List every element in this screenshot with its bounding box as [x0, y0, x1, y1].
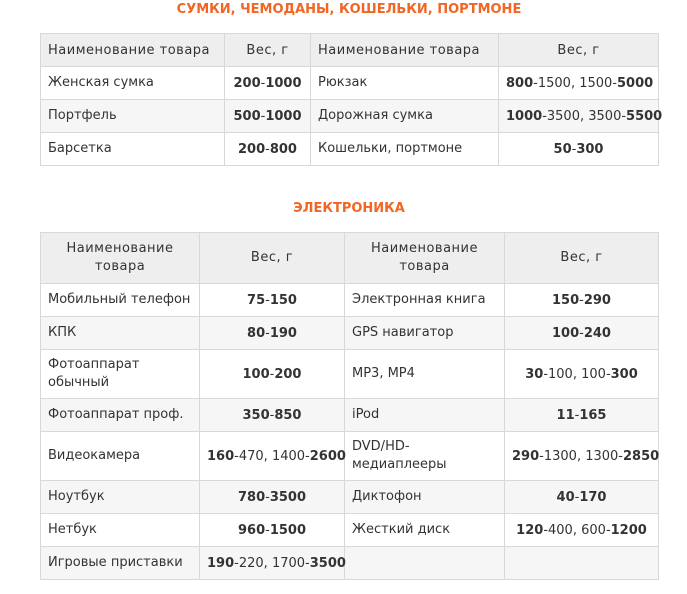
- product-name-cell: Фотоаппарат обычный: [41, 350, 200, 399]
- weight-cell: 960-1500: [200, 514, 345, 547]
- weight-cell: 780-3500: [200, 481, 345, 514]
- weight-cell: 100-240: [505, 317, 659, 350]
- product-name-cell: Жесткий диск: [345, 514, 505, 547]
- product-name-cell: Диктофон: [345, 481, 505, 514]
- product-name-cell: Дорожная сумка: [311, 100, 499, 133]
- product-name-cell: Барсетка: [41, 133, 225, 166]
- column-header-weight: Вес, г: [200, 233, 345, 284]
- weight-cell: 160-470, 1400-2600: [200, 432, 345, 481]
- table-row: [41, 100, 659, 133]
- weight-cell: 800-1500, 1500-5000: [499, 67, 659, 100]
- product-name-cell: КПК: [41, 317, 200, 350]
- product-name-cell: iPod: [345, 399, 505, 432]
- weight-cell: 200-1000: [225, 67, 311, 100]
- table-row: [41, 547, 659, 580]
- weight-cell: [505, 547, 659, 580]
- weight-cell: 1000-3500, 3500-5500: [499, 100, 659, 133]
- bags-weight-table: [40, 33, 663, 166]
- column-header-weight: Вес, г: [225, 34, 311, 67]
- product-name-cell: [345, 547, 505, 580]
- product-name-cell: Кошельки, портмоне: [311, 133, 499, 166]
- table-row: [41, 317, 659, 350]
- column-header-weight: Вес, г: [499, 34, 659, 67]
- weight-cell: 290-1300, 1300-2850: [505, 432, 659, 481]
- weight-cell: 100-200: [200, 350, 345, 399]
- product-name-cell: GPS навигатор: [345, 317, 505, 350]
- weight-cell: 50-300: [499, 133, 659, 166]
- table-row: [41, 399, 659, 432]
- product-name-cell: Мобильный телефон: [41, 284, 200, 317]
- section-title-electronics: ЭЛЕКТРОНИКА: [293, 201, 405, 216]
- product-name-cell: MP3, MP4: [345, 350, 505, 399]
- table-row: [41, 514, 659, 547]
- weight-cell: 11-165: [505, 399, 659, 432]
- table-row: [41, 133, 659, 166]
- weight-cell: 30-100, 100-300: [505, 350, 659, 399]
- product-name-cell: Электронная книга: [345, 284, 505, 317]
- weight-cell: 75-150: [200, 284, 345, 317]
- table-row: [41, 67, 659, 100]
- table-row: [41, 350, 659, 399]
- weight-cell: 40-170: [505, 481, 659, 514]
- product-name-cell: DVD/HD-медиаплееры: [345, 432, 505, 481]
- product-name-cell: Фотоаппарат проф.: [41, 399, 200, 432]
- section-title-bags: СУМКИ, ЧЕМОДАНЫ, КОШЕЛЬКИ, ПОРТМОНЕ: [176, 2, 522, 17]
- weight-cell: 150-290: [505, 284, 659, 317]
- column-header-name: Наименование товара: [41, 34, 225, 67]
- column-header-name: Наименование товара: [311, 34, 499, 67]
- column-header-weight: Вес, г: [505, 233, 659, 284]
- column-header-name: Наименование товара: [41, 233, 200, 284]
- table-header-row: [41, 233, 659, 284]
- product-name-cell: Рюкзак: [311, 67, 499, 100]
- weight-cell: 120-400, 600-1200: [505, 514, 659, 547]
- product-name-cell: Портфель: [41, 100, 225, 133]
- table-row: [41, 284, 659, 317]
- weight-cell: 500-1000: [225, 100, 311, 133]
- column-header-name: Наименование товара: [345, 233, 505, 284]
- weight-cell: 200-800: [225, 133, 311, 166]
- weight-cell: 190-220, 1700-3500: [200, 547, 345, 580]
- electronics-weight-table: [40, 232, 659, 580]
- table-row: [41, 481, 659, 514]
- product-name-cell: Нетбук: [41, 514, 200, 547]
- product-name-cell: Видеокамера: [41, 432, 200, 481]
- product-name-cell: Ноутбук: [41, 481, 200, 514]
- table-row: [41, 432, 659, 481]
- weight-cell: 350-850: [200, 399, 345, 432]
- weight-cell: 80-190: [200, 317, 345, 350]
- product-name-cell: Женская сумка: [41, 67, 225, 100]
- product-name-cell: Игровые приставки: [41, 547, 200, 580]
- table-header-row: [41, 34, 659, 67]
